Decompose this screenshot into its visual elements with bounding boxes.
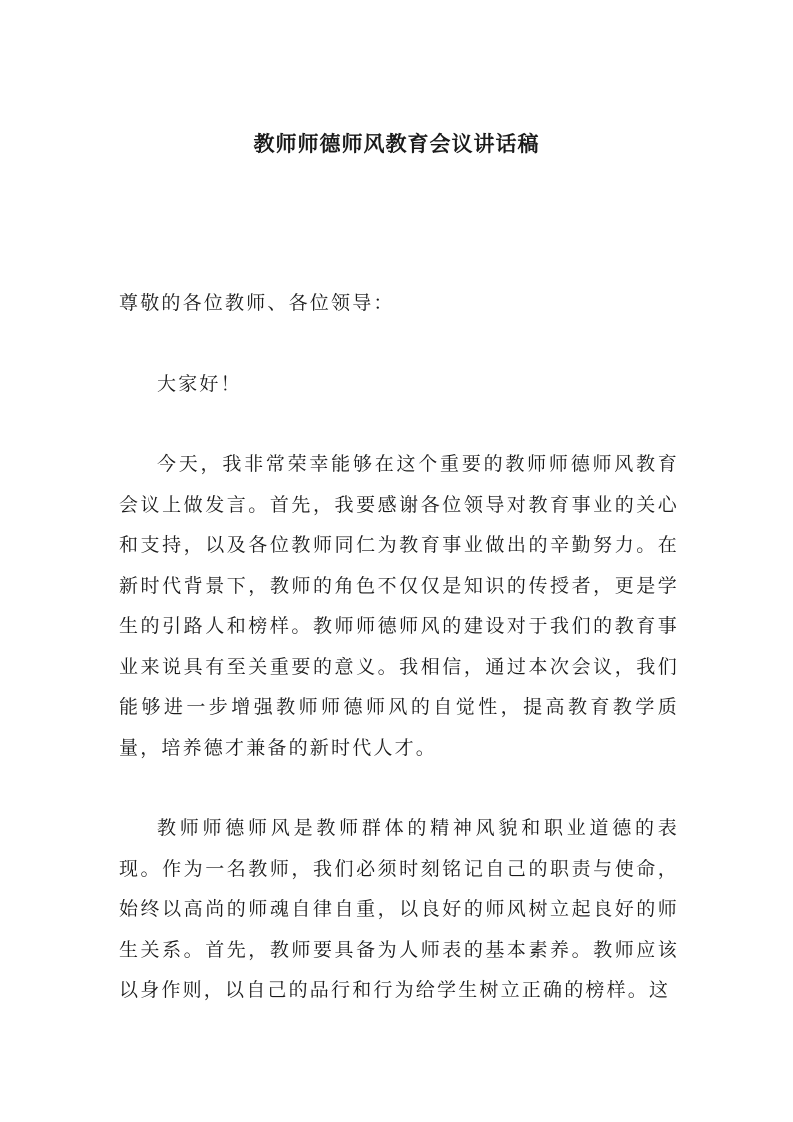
paragraph-2: 教师师德师风是教师群体的精神风貌和职业道德的表现。作为一名教师，我们必须时刻铭记自己的职责与使命，始终以高尚的师魂自律自重，以良好的师风树立起良好的师生关系。首先，教师要具备为人师表的基本素养。教师应该以身作则，以自己的品行和行为给学生树立正确的榜样。这 <box>119 817 679 1001</box>
paragraph-1: 今天，我非常荣幸能够在这个重要的教师师德师风教育会议上做发言。首先，我要感谢各位领导对教育事业的关心和支持，以及各位教师同仁为教育事业做出的辛勤努力。在新时代背景下，教师的角色不仅仅是知识的传授者，更是学生的引路人和榜样。教师师德师风的建设对于我们的教育事业来说具有至关重要的意义。我相信，通过本次会议，我们能够进一步增强教师师德师风的自觉性，提高教育教学质量，培养德才兼备的新时代人才。 <box>119 453 679 759</box>
document-title: 教师师德师风教育会议讲话稿 <box>253 131 540 156</box>
greeting: 大家好！ <box>157 372 242 395</box>
salutation: 尊敬的各位教师、各位领导： <box>119 292 395 314</box>
document-body <box>119 283 679 1051</box>
